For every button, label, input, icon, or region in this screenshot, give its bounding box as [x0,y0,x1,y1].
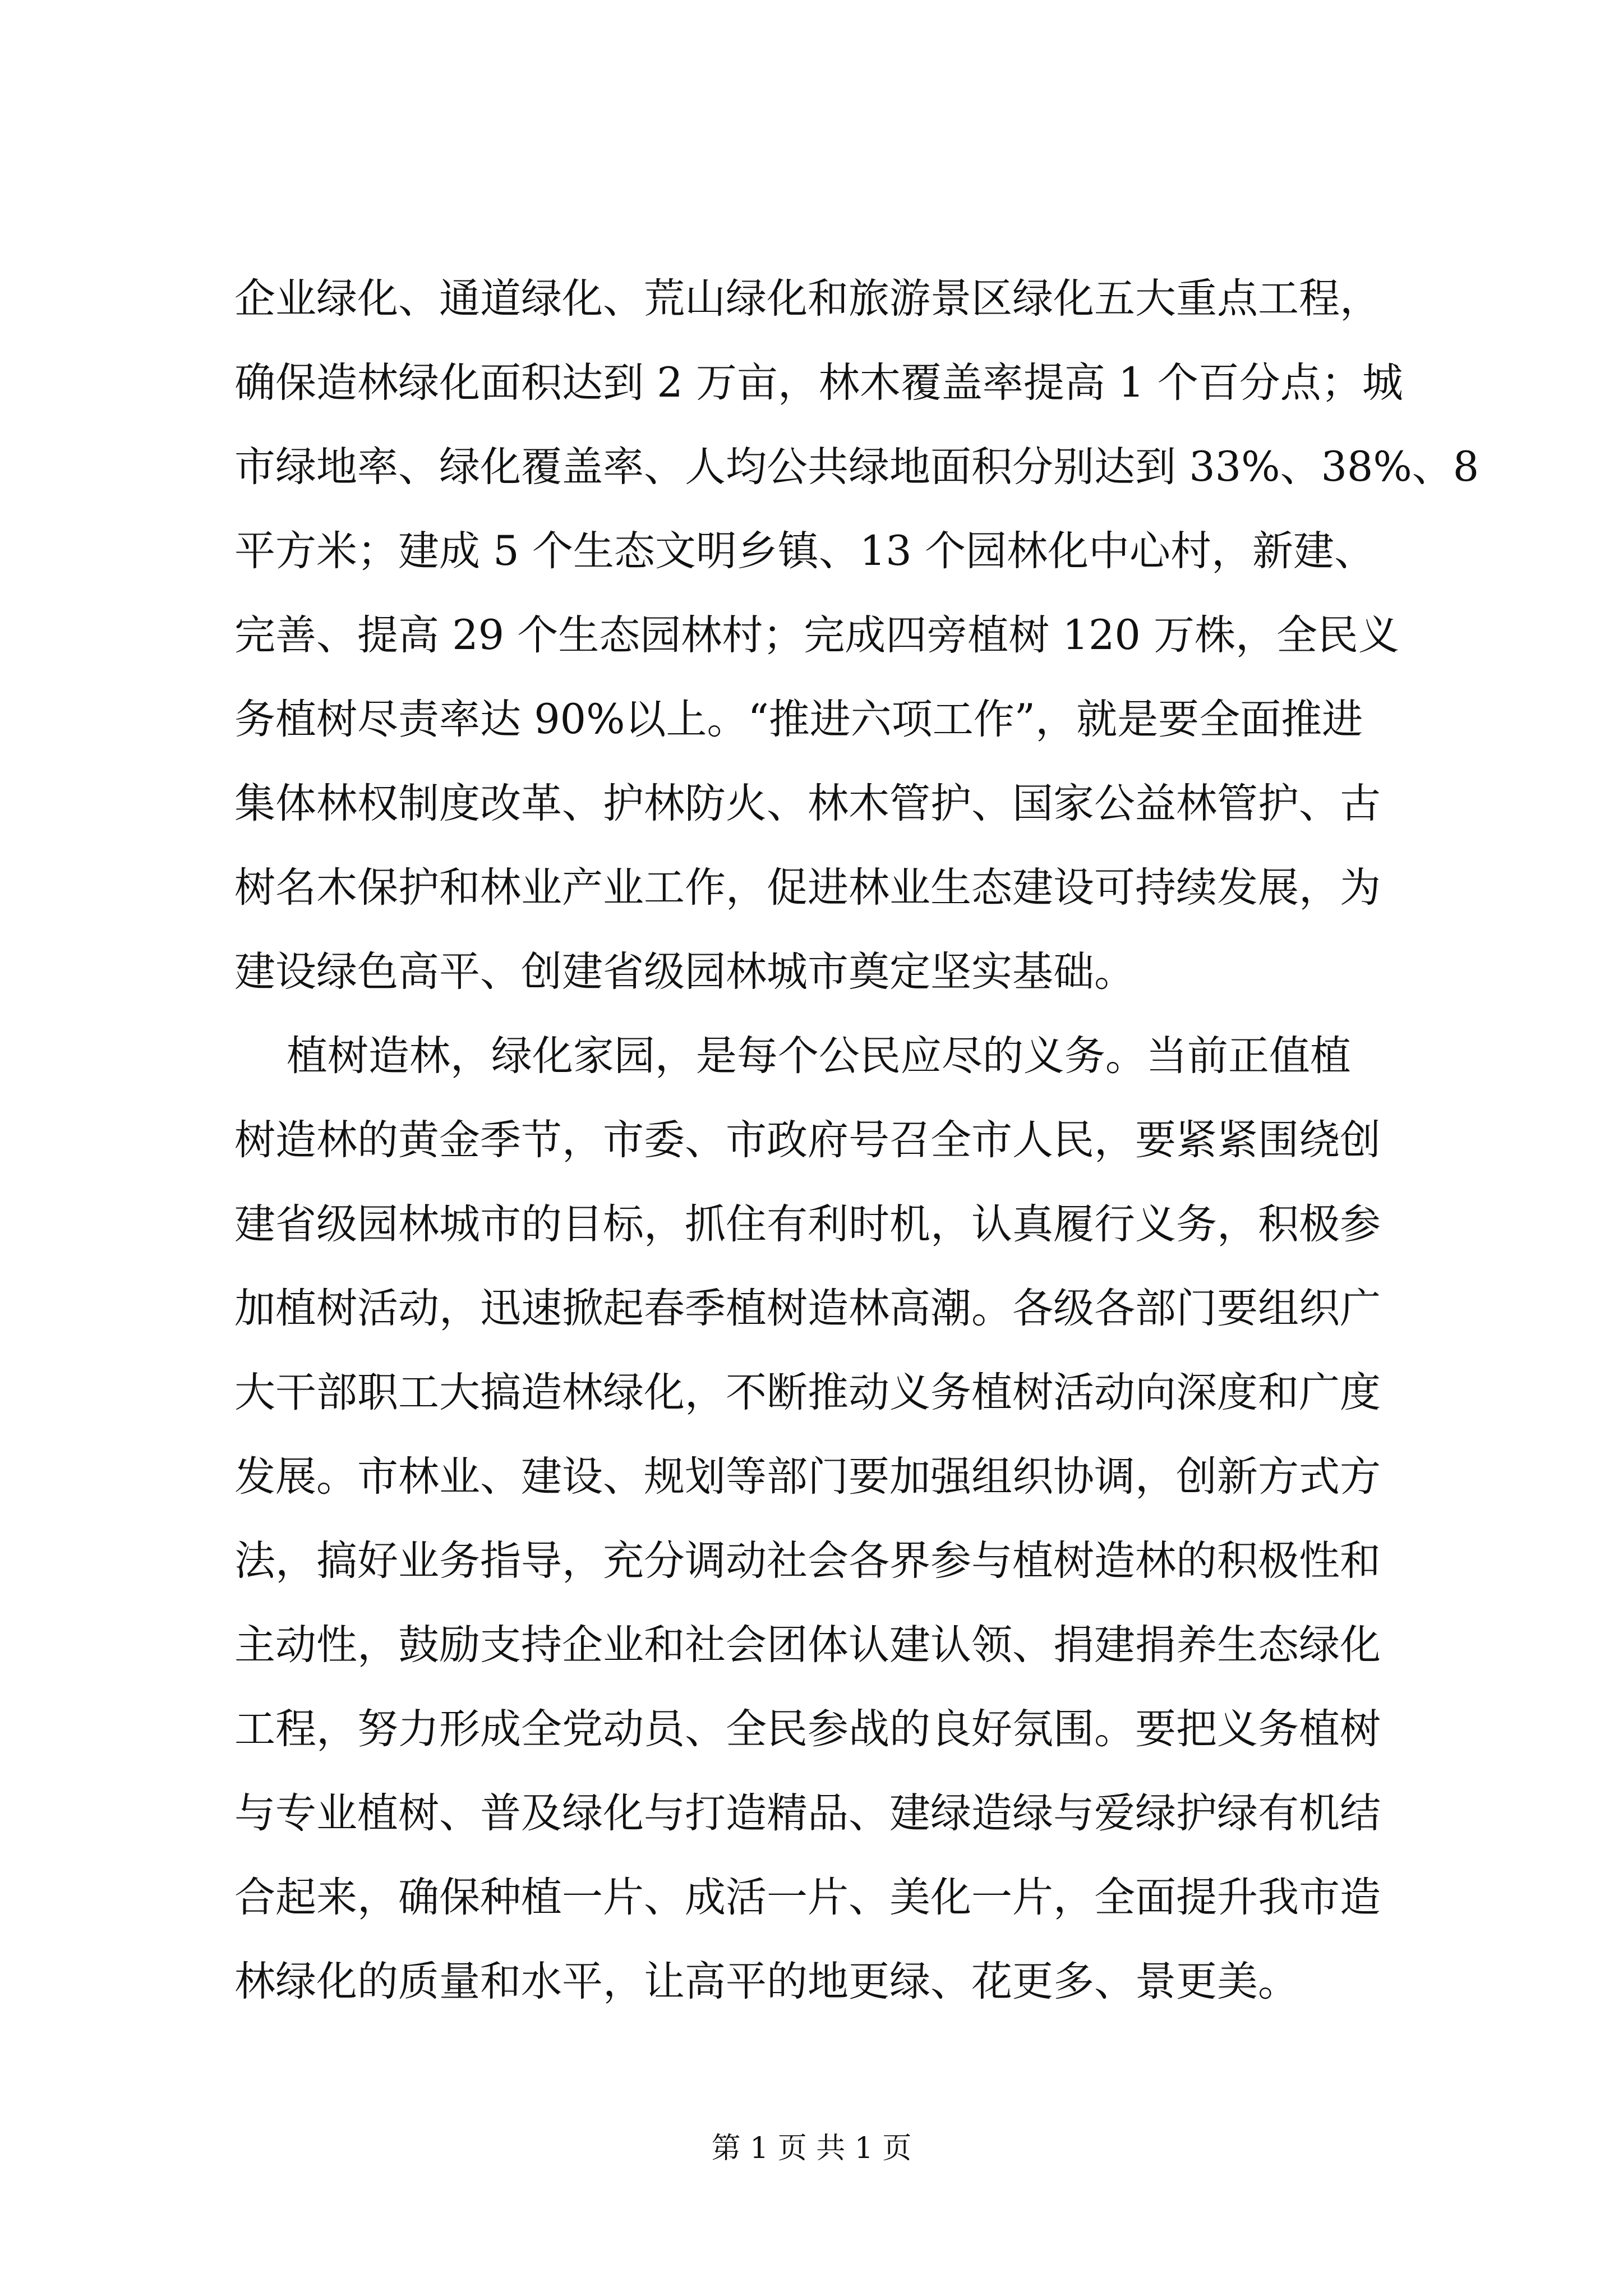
text-line-8: 树名木保护和林业产业工作，促进林业生态建设可持续发展，为 [234,864,1381,912]
text-line-1: 企业绿化、通道绿化、荒山绿化和旅游景区绿化五大重点工程， [234,275,1381,323]
text-line-10: 植树造林，绿化家园，是每个公民应尽的义务。当前正值植 [234,1032,1351,1080]
text-line-5: 完善、提高 29 个生态园林村；完成四旁植树 120 万株，全民义 [234,611,1400,659]
text-line-4: 平方米；建成 5 个生态文明乡镇、13 个园林化中心村，新建、 [234,527,1375,575]
page-footer: 第 1 页 共 1 页 [711,2132,912,2165]
text-line-11: 树造林的黄金季节，市委、市政府号召全市人民，要紧紧围绕创 [234,1116,1381,1164]
text-line-3: 市绿地率、绿化覆盖率、人均公共绿地面积分别达到 33%、38%、8 [234,443,1479,491]
text-line-18: 工程，努力形成全党动员、全民参战的良好氛围。要把义务植树 [234,1705,1381,1753]
text-line-19: 与专业植树、普及绿化与打造精品、建绿造绿与爱绿护绿有机结 [234,1789,1381,1837]
text-line-15: 发展。市林业、建设、规划等部门要加强组织协调，创新方式方 [234,1453,1381,1501]
text-line-2: 确保造林绿化面积达到 2 万亩，林木覆盖率提高 1 个百分点；城 [234,359,1403,407]
text-line-14: 大干部职工大搞造林绿化，不断推动义务植树活动向深度和广度 [234,1369,1381,1416]
text-line-17: 主动性，鼓励支持企业和社会团体认建认领、捐建捐养生态绿化 [234,1621,1381,1669]
text-line-12: 建省级园林城市的目标，抓住有利时机，认真履行义务，积极参 [234,1200,1381,1248]
text-line-9: 建设绿色高平、创建省级园林城市奠定坚实基础。 [234,948,1135,996]
text-line-13: 加植树活动，迅速掀起春季植树造林高潮。各级各部门要组织广 [234,1285,1381,1332]
text-line-7: 集体林权制度改革、护林防火、林木管护、国家公益林管护、古 [234,780,1381,827]
text-line-20: 合起来，确保种植一片、成活一片、美化一片，全面提升我市造 [234,1874,1381,1921]
body-text [234,257,1479,2024]
text-line-16: 法，搞好业务指导，充分调动社会各界参与植树造林的积极性和 [234,1537,1381,1585]
text-line-21: 林绿化的质量和水平，让高平的地更绿、花更多、景更美。 [234,1958,1299,2005]
text-line-6: 务植树尽责率达 90%以上。“推进六项工作”，就是要全面推进 [234,696,1363,743]
